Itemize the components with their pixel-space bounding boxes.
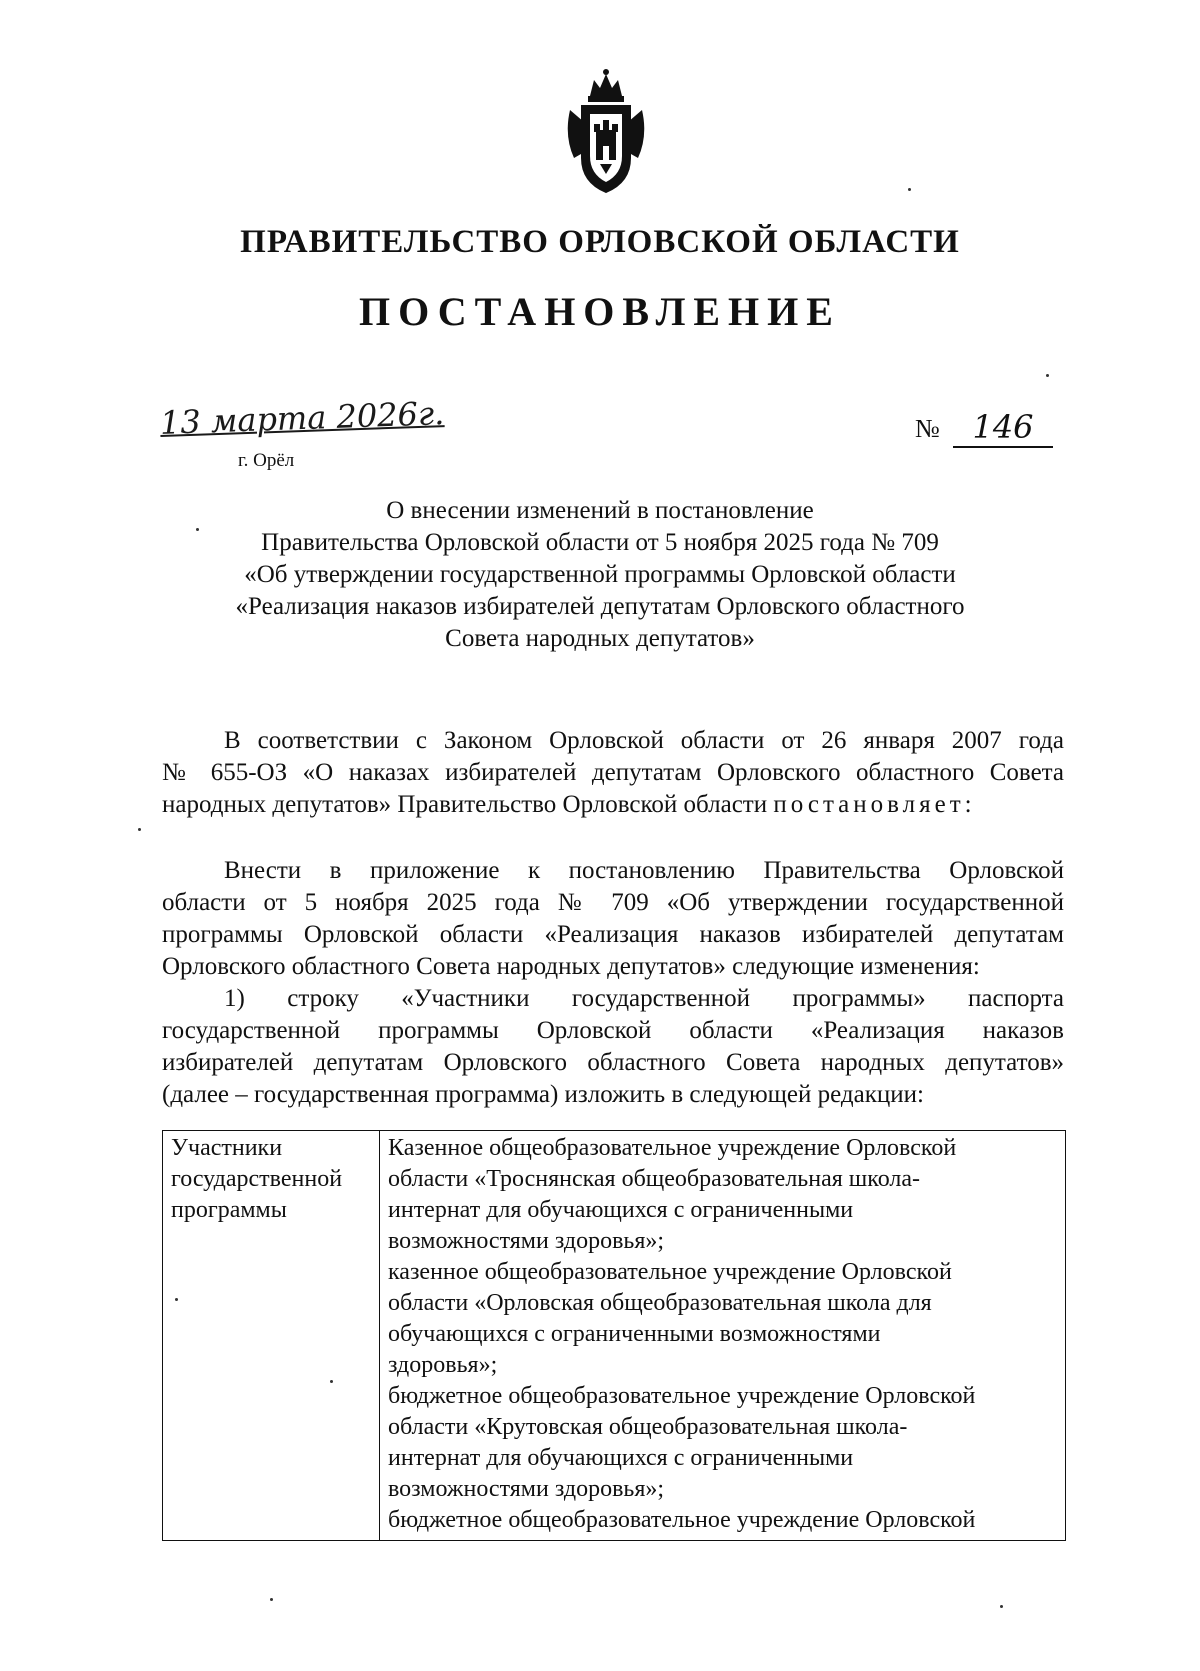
orel-region-coat-of-arms-icon [560, 66, 652, 196]
item-1-paragraph [162, 983, 1064, 1111]
preamble-paragraph [162, 725, 1064, 821]
paragraph-line: № 655-ОЗ «О наказах избирателей депутатам Орловского областного Совета [162, 759, 1064, 786]
number-sign: № [915, 414, 940, 443]
paragraph-line: государственной программы Орловской области «Реализация наказов [162, 1017, 1064, 1044]
value-line: области «Орловская общеобразовательная школа для [388, 1290, 932, 1316]
paragraph-line: Внести в приложение к постановлению Правительства Орловской [224, 857, 1064, 884]
value-line: бюджетное общеобразовательное учреждение Орловской [388, 1507, 976, 1533]
scan-speck [270, 1598, 273, 1601]
value-line: возможностями здоровья»; [388, 1476, 665, 1502]
table-value-cell [380, 1131, 1066, 1541]
label-line: Участники [171, 1135, 283, 1161]
value-line: здоровья»; [388, 1352, 498, 1378]
table-row [163, 1131, 1066, 1541]
value-line: возможностями здоровья»; [388, 1228, 665, 1254]
value-line: Казенное общеобразовательное учреждение Орловской [388, 1135, 957, 1161]
value-line: обучающихся с ограниченными возможностями [388, 1321, 881, 1347]
paragraph-line [162, 789, 1064, 821]
value-line: области «Крутовская общеобразовательная школа- [388, 1414, 908, 1440]
value-line: области «Троснянская общеобразовательная школа- [388, 1166, 921, 1192]
value-line: казенное общеобразовательное учреждение Орловской [388, 1259, 952, 1285]
subject-line: «Об утверждении государственной программы Орловской области [244, 561, 956, 588]
document-number [915, 408, 1065, 448]
scan-speck [1000, 1605, 1003, 1608]
paragraph-line: 1) строку «Участники государственной программы» паспорта [224, 985, 1064, 1012]
scan-speck [175, 1298, 178, 1301]
value-line: интернат для обучающихся с ограниченными [388, 1445, 854, 1471]
value-line: бюджетное общеобразовательное учреждение Орловской [388, 1383, 976, 1409]
subject-line: Правительства Орловской области от 5 ноября 2025 года № 709 [261, 529, 939, 556]
document-subject [150, 495, 1050, 655]
resolves-word: постановляет: [773, 791, 976, 818]
handwritten-number: 146 [953, 408, 1053, 448]
paragraph-line: (далее – государственная программа) изложить в следующей редакции: [162, 1081, 924, 1108]
paragraph-line: области от 5 ноября 2025 года № 709 «Об утверждении государственной [162, 889, 1064, 916]
paragraph-line: В соответствии с Законом Орловской области от 26 января 2007 года [224, 727, 1064, 754]
scan-speck [138, 828, 141, 831]
participants-table [162, 1130, 1066, 1541]
scan-speck [908, 188, 911, 191]
label-line: программы [171, 1197, 287, 1223]
amendment-intro-paragraph [162, 855, 1064, 983]
paragraph-line: программы Орловской области «Реализация наказов избирателей депутатам [162, 921, 1064, 948]
government-title: ПРАВИТЕЛЬСТВО ОРЛОВСКОЙ ОБЛАСТИ [240, 224, 960, 260]
scan-speck [1046, 374, 1049, 377]
paragraph-line: Орловского областного Совета народных депутатов» следующие изменения: [162, 953, 980, 980]
preamble-text: народных депутатов» Правительство Орловской области [162, 791, 768, 818]
scan-speck [196, 528, 199, 531]
label-line: государственной [171, 1166, 343, 1192]
city-label: г. Орёл [238, 450, 295, 471]
value-line: интернат для обучающихся с ограниченными [388, 1197, 854, 1223]
table-label-cell [163, 1131, 380, 1541]
handwritten-date: 13 марта 2026г. [159, 394, 445, 442]
subject-line: Совета народных депутатов» [445, 625, 755, 652]
subject-line: О внесении изменений в постановление [386, 497, 814, 524]
scan-speck [330, 1380, 333, 1383]
document-type-title: ПОСТАНОВЛЕНИЕ [359, 289, 841, 334]
paragraph-line: избирателей депутатам Орловского областного Совета народных депутатов» [162, 1049, 1064, 1076]
subject-line: «Реализация наказов избирателей депутатам Орловского областного [235, 593, 965, 620]
